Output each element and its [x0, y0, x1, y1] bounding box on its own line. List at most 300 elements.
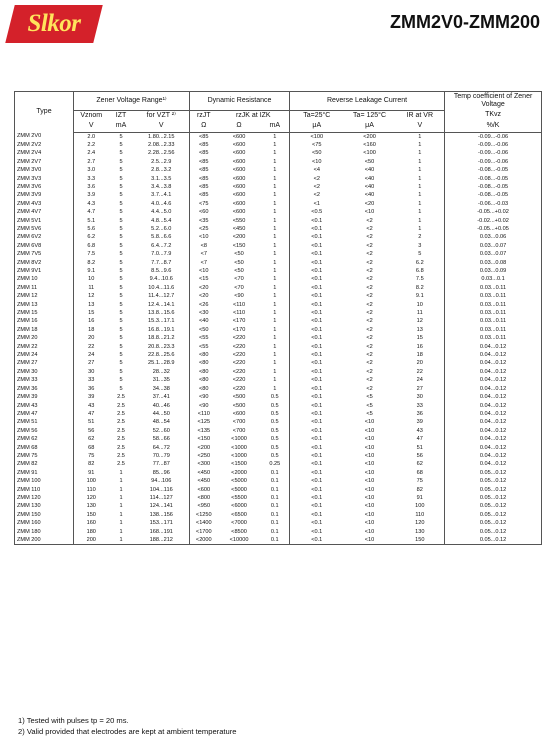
rzjk-cell: <150 — [232, 242, 246, 249]
ir25-cell: <1 — [313, 200, 320, 207]
type-cell: ZMM 2V2 — [15, 141, 74, 149]
vznom-cell: 110 — [86, 486, 96, 493]
rzjk-cell: <170 — [232, 326, 246, 333]
table-row — [15, 418, 542, 426]
izk-cell: 0.1 — [261, 469, 290, 477]
izk-cell: 1 — [261, 292, 290, 300]
vr-cell: 75 — [396, 477, 445, 485]
ir25-cell: <0.1 — [311, 377, 323, 384]
vzt-range-cell: 22.8...25.6 — [134, 351, 190, 359]
ir125-cell: <2 — [366, 225, 373, 232]
izk-cell: 0.1 — [261, 494, 290, 502]
vr-cell: 1 — [396, 183, 445, 191]
izk-cell: 1 — [261, 275, 290, 283]
vzt-range-cell: 3.1...3.5 — [134, 175, 190, 183]
izt-cell: 2.5 — [117, 410, 125, 417]
izt-cell: 5 — [119, 385, 123, 392]
rzjt-cell: <90 — [199, 402, 209, 409]
izk-cell: 1 — [261, 233, 290, 241]
rzjk-cell: <700 — [232, 419, 246, 426]
vr-cell: 1 — [396, 191, 445, 199]
ir125-cell: <10 — [364, 419, 375, 426]
rzjt-cell: <10 — [199, 234, 209, 241]
izk-cell: 0.5 — [261, 427, 290, 435]
rzjt-cell: <1700 — [195, 528, 212, 535]
table-row — [15, 200, 542, 208]
ir25-cell: <0.1 — [311, 343, 323, 350]
tkvz-cell: -0.09...-0.06 — [445, 158, 542, 166]
table-row — [15, 149, 542, 157]
rzjk-cell: <600 — [232, 150, 246, 157]
rzjt-cell: <25 — [199, 225, 209, 232]
table-row — [15, 132, 542, 141]
vr-cell: 10 — [396, 301, 445, 309]
rzjk-cell: <6000 — [231, 503, 247, 510]
izt-cell: 1 — [119, 469, 123, 476]
vznom-cell: 3.0 — [87, 167, 96, 174]
izk-cell: 1 — [261, 225, 290, 233]
ir125-cell: <5 — [366, 402, 373, 409]
ir25-cell: <0.1 — [311, 368, 323, 375]
ir125-cell: <2 — [366, 284, 373, 291]
vznom-cell: 6.8 — [87, 242, 96, 249]
izt-cell: 1 — [119, 494, 123, 501]
table-row — [15, 494, 542, 502]
rzjt-cell: <85 — [199, 133, 209, 140]
tkvz-cell: -0.09...-0.06 — [445, 132, 542, 141]
rzjt-cell: <300 — [197, 461, 211, 468]
izt-cell: 2.5 — [117, 452, 125, 459]
vznom-cell: 43 — [88, 402, 95, 409]
izk-cell: 0.5 — [261, 418, 290, 426]
vzt-range-cell: 7.7...8.7 — [134, 259, 190, 267]
vr-cell: 18 — [396, 351, 445, 359]
table-row — [15, 486, 542, 494]
vznom-cell: 2.0 — [87, 133, 96, 140]
ir125-cell: <10 — [364, 486, 375, 493]
type-cell: ZMM 2V0 — [15, 132, 74, 141]
ir125-cell: <2 — [366, 368, 373, 375]
rzjk-cell: <90 — [234, 293, 244, 300]
vznom-cell: 11 — [88, 284, 95, 291]
type-cell: ZMM 11 — [15, 284, 74, 292]
ir25-cell: <0.1 — [311, 293, 323, 300]
izk-cell: 1 — [261, 166, 290, 174]
izt-cell: 5 — [119, 293, 123, 300]
tkvz-cell: -0.09...-0.06 — [445, 141, 542, 149]
vznom-cell: 100 — [86, 478, 96, 485]
type-cell: ZMM 4V3 — [15, 200, 74, 208]
table-row — [15, 158, 542, 166]
tkvz-cell: 0.03...0.08 — [445, 259, 542, 267]
vznom-cell: 200 — [74, 536, 109, 545]
vzt-range-cell: 4.4...5.0 — [134, 208, 190, 216]
tkvz-cell: 0.04...0.12 — [445, 452, 542, 460]
izt-cell: 5 — [119, 326, 123, 333]
vzt-range-cell: 114...127 — [134, 494, 190, 502]
ir125-cell: <5 — [366, 410, 373, 417]
rzjt-cell: <85 — [199, 175, 209, 182]
tkvz-cell: -0.02...+0.02 — [445, 217, 542, 225]
tkvz-cell: -0.09...-0.06 — [445, 149, 542, 157]
rzjk-cell: <220 — [232, 377, 246, 384]
footnote-1: 1) Tested with pulses tp = 20 ms. — [18, 716, 129, 725]
ir125-cell: <10 — [364, 444, 375, 451]
izk-cell: 1 — [261, 368, 290, 376]
izk-cell: 1 — [261, 334, 290, 342]
ir25-cell: <0.5 — [311, 209, 323, 216]
rzjk-cell: <50 — [234, 268, 244, 274]
type-cell: ZMM 56 — [15, 427, 74, 435]
rzjt-cell: <1400 — [195, 520, 212, 527]
vzt-range-cell: 58...66 — [134, 435, 190, 443]
rzjt-cell: <85 — [199, 150, 209, 157]
type-cell: ZMM 160 — [15, 519, 74, 527]
ir125-cell: <10 — [344, 536, 396, 545]
izt-cell: 5 — [119, 251, 123, 258]
col-type-header: Type — [15, 92, 74, 133]
rzjt-cell: <85 — [199, 183, 209, 190]
vr-cell: 6.8 — [396, 267, 445, 275]
vzt-range-cell: 1.80...2.15 — [134, 132, 190, 141]
type-cell: ZMM 36 — [15, 385, 74, 393]
page-title: ZMM2V0-ZMM200 — [389, 12, 540, 32]
vznom-cell: 51 — [88, 419, 95, 426]
table-body — [15, 132, 542, 545]
type-cell: ZMM 5V6 — [15, 225, 74, 233]
ir125-cell: <40 — [364, 175, 375, 182]
vzt-range-cell: 70...79 — [134, 452, 190, 460]
ir25-cell: <0.1 — [311, 511, 323, 518]
type-cell: ZMM 3V3 — [15, 175, 74, 183]
type-cell: ZMM 16 — [15, 317, 74, 325]
table-row — [15, 359, 542, 367]
table-row — [15, 435, 542, 443]
ir25-cell: <0.1 — [311, 284, 323, 291]
vr-cell: 13 — [396, 326, 445, 334]
vr-cell: 100 — [396, 502, 445, 510]
vzt-range-cell: 4.8...5.4 — [134, 217, 190, 225]
ir125-cell: <2 — [366, 301, 373, 308]
rzjt-header: rzJT — [196, 111, 211, 119]
izt-cell: 5 — [119, 209, 123, 216]
ir125-cell: <40 — [364, 167, 375, 174]
vznom-cell: 4.7 — [87, 209, 96, 216]
rzjk-cell: <110 — [232, 310, 246, 317]
ir125-cell: <20 — [364, 200, 375, 207]
izt-cell: 1 — [109, 536, 134, 545]
izk-cell: 1 — [261, 242, 290, 250]
rzjt-cell: <90 — [199, 394, 209, 401]
izt-cell: 5 — [119, 335, 123, 342]
rzjk-cell: <600 — [232, 192, 246, 199]
tkvz-cell: 0.04...0.12 — [445, 460, 542, 468]
ir125-cell: <40 — [364, 183, 375, 190]
tkvz-cell: 0.05...0.12 — [445, 494, 542, 502]
table-row — [15, 452, 542, 460]
vznom-cell: 47 — [88, 410, 95, 417]
table-row — [15, 259, 542, 267]
izt-cell: 1 — [119, 511, 123, 518]
rzjk-cell: <70 — [234, 284, 244, 291]
rzjk-cell: <7000 — [231, 520, 247, 527]
izt-cell: 5 — [119, 234, 123, 241]
vr-cell: 3 — [396, 242, 445, 250]
type-cell: ZMM 43 — [15, 402, 74, 410]
table-row — [15, 444, 542, 452]
type-cell: ZMM 15 — [15, 309, 74, 317]
izt-cell: 2.5 — [117, 394, 125, 401]
rzjk-cell: <600 — [232, 141, 246, 148]
table-row — [15, 502, 542, 510]
izt-cell: 5 — [119, 368, 123, 375]
vzt-range-cell: 4.0...4.6 — [134, 200, 190, 208]
izt-cell: 2.5 — [117, 436, 125, 443]
izk-cell: 0.1 — [261, 511, 290, 519]
rzjt-cell: <30 — [199, 310, 209, 317]
ir125-cell: <2 — [366, 377, 373, 384]
vznom-cell: 33 — [88, 377, 95, 384]
rzjk-cell: <1500 — [231, 461, 247, 468]
vr-cell: 1 — [396, 166, 445, 174]
izt-cell: 5 — [119, 217, 123, 224]
table-row — [15, 402, 542, 410]
vznom-cell: 160 — [86, 520, 96, 527]
izt-cell: 5 — [119, 242, 123, 249]
ir25-cell: <0.1 — [311, 259, 323, 266]
type-cell: ZMM 47 — [15, 410, 74, 418]
type-cell: ZMM 75 — [15, 452, 74, 460]
tkvz-cell: 0.03...0.11 — [445, 309, 542, 317]
vr-cell: 2 — [396, 233, 445, 241]
rzjk-cell: <10000 — [218, 536, 261, 545]
vzt-range-cell: 104...116 — [134, 486, 190, 494]
izk-cell: 0.1 — [261, 519, 290, 527]
tkvz-cell: -0.05...+0.02 — [445, 208, 542, 216]
vzt-range-cell: 168...191 — [134, 528, 190, 536]
izk-cell: 1 — [261, 359, 290, 367]
table-row — [15, 208, 542, 216]
tkvz-cell: 0.03...0.11 — [445, 334, 542, 342]
ir25-cell: <100 — [310, 133, 324, 140]
rzjk-cell: <600 — [232, 133, 246, 140]
vr-cell: 33 — [396, 402, 445, 410]
unit-ir25: μA — [290, 121, 344, 132]
vznom-cell: 82 — [88, 461, 95, 468]
vr-cell: 7.5 — [396, 275, 445, 283]
rzjt-cell: <1250 — [195, 511, 212, 518]
izk-cell: 1 — [261, 351, 290, 359]
tkvz-cell: 0.04...0.12 — [445, 376, 542, 384]
vznom-cell: 15 — [88, 310, 95, 317]
ir125-cell: <2 — [366, 217, 373, 224]
vznom-cell: 20 — [88, 335, 95, 342]
unit-vznom: V — [74, 121, 109, 132]
ir125-cell: <160 — [363, 141, 376, 148]
rzjt-cell: <125 — [197, 419, 211, 426]
rzjk-cell: <1000 — [231, 436, 247, 443]
table-row — [15, 376, 542, 384]
ir125-cell: <100 — [363, 150, 376, 157]
izk-cell: 1 — [261, 301, 290, 309]
type-cell: ZMM 18 — [15, 326, 74, 334]
vznom-cell: 75 — [88, 452, 95, 459]
rzjk-cell: <600 — [232, 158, 246, 165]
type-cell: ZMM 24 — [15, 351, 74, 359]
tkvz-cell: 0.05...0.12 — [445, 477, 542, 485]
rzjk-cell: <170 — [232, 318, 246, 325]
ir25-cell: <0.1 — [311, 410, 323, 417]
vznom-cell: 24 — [88, 352, 95, 359]
vznom-cell: 8.2 — [87, 259, 96, 266]
vr-cell: 27 — [396, 385, 445, 393]
tkvz-cell: 0.04...0.12 — [445, 351, 542, 359]
tkvz-cell: -0.08...-0.05 — [445, 191, 542, 199]
table-row — [15, 511, 542, 519]
brand-logo-text: Slkor — [27, 10, 81, 37]
rzjk-cell: <220 — [232, 368, 246, 375]
tkvz-cell: 0.04...0.12 — [445, 402, 542, 410]
vznom-cell: 6.2 — [87, 234, 96, 241]
table-row — [15, 368, 542, 376]
ir25-cell: <0.1 — [311, 217, 323, 224]
type-cell: ZMM 3V0 — [15, 166, 74, 174]
ir25-cell: <0.1 — [311, 478, 323, 485]
izt-cell: 1 — [119, 503, 123, 510]
table-row — [15, 225, 542, 233]
ir25-cell: <2 — [313, 183, 320, 190]
tkvz-cell: -0.08...-0.05 — [445, 166, 542, 174]
vzt-range-cell: 8.5...9.6 — [134, 267, 190, 275]
rzjk-cell: <220 — [232, 343, 246, 350]
rzjk-cell: <50 — [234, 259, 244, 266]
table-row — [15, 141, 542, 149]
izt-cell: 5 — [119, 167, 123, 174]
brand-logo — [5, 5, 102, 43]
ir25-cell: <0.1 — [311, 402, 323, 409]
rzjt-cell: <55 — [199, 335, 209, 342]
table-row — [15, 284, 542, 292]
izk-cell: 0.5 — [261, 402, 290, 410]
vzt-range-cell: 2.5...2.9 — [134, 158, 190, 166]
izk-cell: 1 — [261, 208, 290, 216]
table-row — [15, 175, 542, 183]
ir25-cell: <0.1 — [311, 469, 323, 476]
ir25-cell: <0.1 — [311, 427, 323, 434]
izk-cell: 1 — [261, 284, 290, 292]
izt-cell: 1 — [119, 486, 123, 493]
vr-cell: 1 — [396, 158, 445, 166]
ir125-cell: <10 — [364, 209, 375, 216]
type-cell: ZMM 10 — [15, 275, 74, 283]
tkvz-cell: 0.05...0.12 — [445, 536, 542, 545]
rzjk-cell: <6500 — [231, 511, 247, 518]
rzjt-cell: <60 — [199, 209, 209, 216]
type-cell: ZMM 9V1 — [15, 267, 74, 275]
type-cell: ZMM 62 — [15, 435, 74, 443]
rzjt-cell: <135 — [197, 427, 211, 434]
ir25-cell: <0.1 — [311, 419, 323, 426]
rzjt-cell: <85 — [199, 141, 209, 148]
type-cell: ZMM 180 — [15, 528, 74, 536]
tkvz-cell: 0.03...0.07 — [445, 250, 542, 258]
ir25-cell: <0.1 — [311, 452, 323, 459]
vzt-range-cell: 31...35 — [134, 376, 190, 384]
vzt-range-cell: 188...212 — [134, 536, 190, 545]
izt-cell: 5 — [119, 259, 123, 266]
izt-cell: 5 — [119, 276, 123, 283]
ir25-cell: <0.1 — [311, 276, 323, 283]
vr-cell: 1 — [396, 132, 445, 141]
table-row — [15, 410, 542, 418]
izk-cell: 1 — [261, 250, 290, 258]
ir25-cell: <0.1 — [311, 520, 323, 527]
vzt-range-cell: 40...46 — [134, 402, 190, 410]
type-cell: ZMM 51 — [15, 418, 74, 426]
izt-cell: 5 — [119, 158, 123, 165]
vr-cell: 47 — [396, 435, 445, 443]
izt-cell: 5 — [119, 200, 123, 207]
vzt-range-cell: 52...60 — [134, 427, 190, 435]
izk-cell: 1 — [261, 149, 290, 157]
tkvz-cell: 0.04...0.12 — [445, 393, 542, 401]
ir25-cell: <0.1 — [311, 436, 323, 443]
izt-cell: 5 — [119, 284, 123, 291]
ir25-cell: <0.1 — [311, 310, 323, 317]
type-cell: ZMM 13 — [15, 301, 74, 309]
ir25-cell: <2 — [313, 175, 320, 182]
rzjk-cell: <8500 — [231, 528, 247, 535]
vr-cell: 110 — [396, 511, 445, 519]
izt-cell: 5 — [119, 360, 123, 367]
unit-izt: mA — [109, 121, 134, 132]
izt-cell: 2.5 — [117, 461, 125, 468]
tkvz-cell: 0.03...0.07 — [445, 242, 542, 250]
table-row — [15, 536, 542, 545]
vr-cell: 1 — [396, 149, 445, 157]
vznom-cell: 2.7 — [87, 158, 96, 165]
ir125-cell: <10 — [364, 494, 375, 501]
table-row — [15, 326, 542, 334]
vr-cell: 1 — [396, 217, 445, 225]
rzjk-cell: <200 — [232, 234, 246, 241]
vr-cell: 9.1 — [396, 292, 445, 300]
vr-cell: 24 — [396, 376, 445, 384]
rzjk-cell: <50 — [234, 251, 244, 258]
vznom-cell: 39 — [88, 394, 95, 401]
rzjk-cell: <5000 — [231, 478, 247, 485]
ir125-cell: <2 — [366, 234, 373, 241]
unit-ir125: μA — [344, 121, 396, 132]
izk-cell: 1 — [261, 376, 290, 384]
rzjk-cell: <70 — [234, 276, 244, 283]
vznom-cell: 68 — [88, 444, 95, 451]
vzt-range-cell: 13.8...15.6 — [134, 309, 190, 317]
tkvz-cell: 0.03...0.06 — [445, 233, 542, 241]
rzjt-cell: <250 — [197, 452, 211, 459]
rzjt-cell: <80 — [199, 368, 209, 375]
rzjt-cell: <10 — [199, 268, 209, 274]
vzt-range-cell: 138...156 — [134, 511, 190, 519]
rzjt-cell: <950 — [197, 503, 211, 510]
ir125-cell: <10 — [364, 427, 375, 434]
unit-izk: mA — [261, 121, 290, 132]
rzjk-cell: <220 — [232, 385, 246, 392]
ir125-cell: <2 — [366, 293, 373, 300]
vr-cell: 6.2 — [396, 259, 445, 267]
izt-cell: 1 — [119, 528, 123, 535]
vr-cell: 68 — [396, 469, 445, 477]
